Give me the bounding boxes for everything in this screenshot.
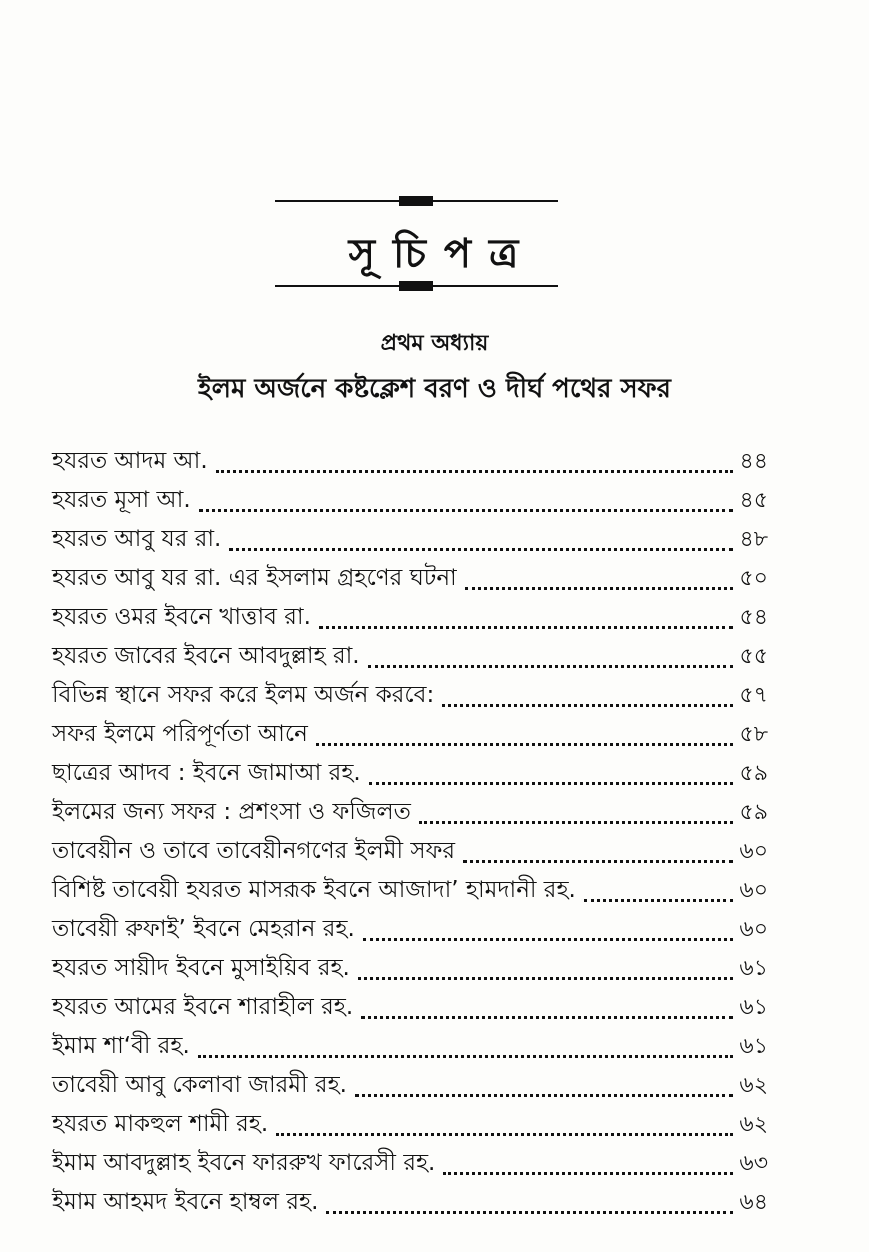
toc-entry-page-number: ৬৩ <box>739 1151 768 1176</box>
toc-entry-page-number: ৫৯ <box>739 800 768 825</box>
toc-dot-leader <box>369 782 734 785</box>
toc-entry-title: হযরত জাবের ইবনে আবদুল্লাহ রা. <box>52 643 360 669</box>
toc-entry-title: ছাত্রের আদব : ইবনে জামাআ রহ. <box>52 760 361 786</box>
toc-entry-page-number: ৬০ <box>739 917 768 942</box>
toc-entry-page-number: ৫০ <box>739 566 768 591</box>
toc-entry <box>52 715 768 754</box>
toc-entry-page-number: ৫৪ <box>739 605 768 630</box>
toc-dot-leader <box>319 626 734 629</box>
toc-entry-page-number: ৬৪ <box>739 1190 768 1215</box>
toc-entry <box>52 832 768 871</box>
toc-entry-title: ইলমের জন্য সফর : প্রশংসা ও ফজিলত <box>52 799 411 825</box>
chapter-subtitle: ইলম অর্জনে কষ্টক্লেশ বরণ ও দীর্ঘ পথের সফর <box>198 374 671 404</box>
toc-entry-page-number: ৫৮ <box>739 722 768 747</box>
toc-entry <box>52 520 768 559</box>
toc-dot-leader <box>584 899 734 902</box>
bottom-ornament-divider <box>275 281 558 291</box>
toc-entry <box>52 1144 768 1183</box>
toc-entry <box>52 676 768 715</box>
toc-entry-page-number: ৬০ <box>739 839 768 864</box>
toc-entry-page-number: ৪৫ <box>739 488 768 513</box>
toc-entry <box>52 949 768 988</box>
toc-dot-leader <box>361 1016 733 1019</box>
toc-entry <box>52 1105 768 1144</box>
toc-dot-leader <box>229 548 733 551</box>
toc-entry-title: হযরত ওমর ইবনে খাত্তাব রা. <box>52 604 311 630</box>
toc-entry-title: ইমাম আহমদ ইবনে হাম্বল রহ. <box>52 1189 319 1215</box>
toc-entry-page-number: ৫৭ <box>739 683 768 708</box>
toc-entry-title: ইমাম শা‘বী রহ. <box>52 1033 190 1059</box>
toc-dot-leader <box>368 665 734 668</box>
toc-entry-title: হযরত আবু যর রা. এর ইসলাম গ্রহণের ঘটনা <box>52 565 457 591</box>
toc-dot-leader <box>442 704 733 707</box>
toc-entry <box>52 754 768 793</box>
toc-entry-title: তাবেয়ী রুফাই’ ইবনে মেহরান রহ. <box>52 916 355 942</box>
toc-entry <box>52 559 768 598</box>
toc-dot-leader <box>463 860 733 863</box>
toc-entry <box>52 793 768 832</box>
toc-entry-title: বিশিষ্ট তাবেয়ী হযরত মাসরূক ইবনে আজাদা’ হামদানী রহ. <box>52 877 576 903</box>
toc-entry-title: বিভিন্ন স্থানে সফর করে ইলম অর্জন করবে: <box>52 682 435 708</box>
toc-entry-page-number: ৬০ <box>739 878 768 903</box>
toc-dot-leader <box>419 821 734 824</box>
toc-entry-title: সফর ইলমে পরিপূর্ণতা আনে <box>52 721 308 747</box>
toc-dot-leader <box>355 1094 733 1097</box>
toc-entry-title: হযরত আবু যর রা. <box>52 526 222 552</box>
toc-dot-leader <box>216 470 734 473</box>
toc-entry <box>52 871 768 910</box>
toc-entry-title: তাবেয়ীন ও তাবে তাবেয়ীনগণের ইলমী সফর <box>52 838 456 864</box>
toc-entry-title: হযরত আমের ইবনে শারাহীল রহ. <box>52 994 354 1020</box>
toc-entry-page-number: ৬১ <box>739 995 768 1020</box>
toc-entry-page-number: ৬১ <box>739 1034 768 1059</box>
toc-dot-leader <box>326 1211 733 1214</box>
toc-entry-page-number: ৬২ <box>739 1073 768 1098</box>
top-ornament-divider <box>275 196 558 206</box>
toc-entry-title: ইমাম আবদুল্লাহ ইবনে ফাররুখ ফারেসী রহ. <box>52 1150 436 1176</box>
toc-entry-title: হযরত সায়ীদ ইবনে মুসাইয়িব রহ. <box>52 955 350 981</box>
toc-dot-leader <box>363 938 734 941</box>
toc-entry <box>52 442 768 481</box>
chapter-heading: প্রথম অধ্যায় <box>380 331 489 356</box>
toc-entry-title: তাবেয়ী আবু কেলাবা জারমী রহ. <box>52 1072 347 1098</box>
toc-entry-title: হযরত আদম আ. <box>52 448 208 474</box>
toc-entry <box>52 1027 768 1066</box>
toc-entry-title: হযরত মূসা আ. <box>52 487 191 513</box>
toc-entry <box>52 1183 768 1222</box>
table-of-contents <box>52 442 768 1222</box>
toc-entry <box>52 637 768 676</box>
toc-entry <box>52 988 768 1027</box>
toc-entry <box>52 1066 768 1105</box>
toc-dot-leader <box>443 1172 733 1175</box>
toc-entry-title: হযরত মাকহুল শামী রহ. <box>52 1111 269 1137</box>
toc-entry <box>52 481 768 520</box>
toc-dot-leader <box>199 509 734 512</box>
toc-entry-page-number: ৪৪ <box>739 449 768 474</box>
toc-dot-leader <box>316 743 734 746</box>
toc-entry <box>52 598 768 637</box>
toc-dot-leader <box>465 587 734 590</box>
toc-dot-leader <box>198 1055 734 1058</box>
toc-entry-page-number: ৫৫ <box>739 644 768 669</box>
page-title: সূ চি প ত্র <box>348 231 521 277</box>
toc-dot-leader <box>358 977 734 980</box>
toc-entry-page-number: ৬১ <box>739 956 768 981</box>
toc-entry <box>52 910 768 949</box>
toc-entry-page-number: ৬২ <box>739 1112 768 1137</box>
toc-entry-page-number: ৪৮ <box>739 527 768 552</box>
toc-dot-leader <box>276 1133 733 1136</box>
toc-entry-page-number: ৫৯ <box>739 761 768 786</box>
